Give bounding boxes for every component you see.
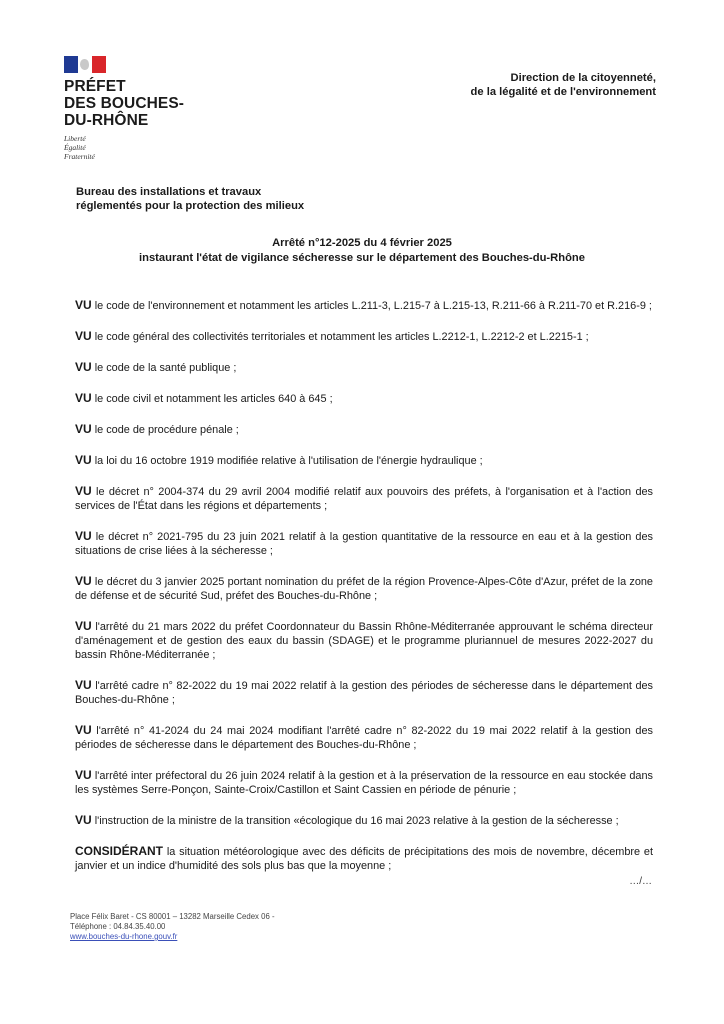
paragraph-keyword: VU: [75, 723, 92, 737]
page-continuation-mark: …/…: [629, 876, 652, 887]
paragraph-text: le décret du 3 janvier 2025 portant nomination du préfet de la région Provence-Alpes-Côte d'Azur, préfet de la zone de défense et de sécurité Sud, préfet des Bouches-du-Rhône ;: [75, 576, 653, 602]
paragraph-text: la situation météorologique avec des déficits de précipitations des mois de novembre, décembre et janvier et un indice d'humidité des sols plus bas que la moyenne ;: [75, 846, 653, 872]
paragraph-keyword: CONSIDÉRANT: [75, 844, 164, 858]
list-item: [75, 329, 653, 344]
list-item: [75, 422, 653, 437]
paragraph-keyword: VU: [75, 529, 92, 543]
paragraph-keyword: VU: [75, 813, 92, 827]
paragraph-text: le code de la santé publique ;: [91, 362, 237, 374]
paragraph-keyword: VU: [75, 298, 92, 312]
paragraph-text: le décret n° 2004-374 du 29 avril 2004 modifié relatif aux pouvoirs des préfets, à l'organisation et à l'action des services de l'État dans les régions et départements ;: [75, 486, 653, 512]
list-item: [75, 768, 653, 797]
list-item: [75, 529, 653, 558]
paragraph-text: le décret n° 2021-795 du 23 juin 2021 relatif à la gestion quantitative de la ressource en eau et à la gestion des situations de crise liées à la sécheresse ;: [75, 531, 653, 557]
paragraph-keyword: VU: [75, 453, 92, 467]
paragraph-keyword: VU: [75, 574, 92, 588]
paragraph-keyword: VU: [75, 768, 92, 782]
paragraph-text: la loi du 16 octobre 1919 modifiée relative à l'utilisation de l'énergie hydraulique ;: [91, 455, 483, 467]
republic-motto: Liberté Égalité Fraternité: [64, 134, 95, 161]
direction-heading: Direction de la citoyenneté, de la légalité et de l'environnement: [470, 72, 656, 98]
list-item: [75, 360, 653, 375]
paragraph-text: le code de l'environnement et notamment les articles L.211-3, L.215-7 à L.215-13, R.211-66 à R.211-70 et R.216-9 ;: [91, 300, 652, 312]
marianne-flag-icon: [64, 56, 106, 73]
paragraph-text: le code général des collectivités territoriales et notamment les articles L.2212-1, L.2212-2 et L.2215-1 ;: [91, 331, 589, 343]
list-item: [75, 453, 653, 468]
paragraph-text: le code civil et notamment les articles 640 à 645 ;: [91, 393, 333, 405]
paragraph-keyword: VU: [75, 391, 92, 405]
footer-phone: Téléphone : 04.84.35.40.00: [70, 922, 166, 931]
paragraph-keyword: VU: [75, 678, 92, 692]
paragraph-text: l'arrêté du 21 mars 2022 du préfet Coordonnateur du Bassin Rhône-Méditerranée approuvant le schéma directeur d'aménagement et de gestion des eaux du bassin (SDAGE) et le programme pluriannuel de mesures 2022-2027 du bassin Rhône-Méditerranée ;: [75, 621, 653, 661]
paragraph-text: l'arrêté cadre n° 82-2022 du 19 mai 2022 relatif à la gestion des périodes de sécheresse dans le département des Bouches-du-Rhône ;: [75, 680, 653, 706]
prefecture-logo: [64, 56, 204, 161]
paragraph-text: l'arrêté n° 41-2024 du 24 mai 2024 modifiant l'arrêté cadre n° 82-2022 du 19 mai 2022 relatif à la gestion des périodes de sécheresse dans le département des Bouches-du-Rhône ;: [75, 725, 653, 751]
paragraph-keyword: VU: [75, 360, 92, 374]
document-body: [75, 298, 653, 889]
list-item: [75, 484, 653, 513]
paragraph-text: le code de procédure pénale ;: [91, 424, 239, 436]
list-item: [75, 723, 653, 752]
paragraph-keyword: VU: [75, 422, 92, 436]
paragraph-text: l'arrêté inter préfectoral du 26 juin 2024 relatif à la gestion et à la préservation de la ressource en eau stockée dans les systèmes Serre-Ponçon, Sainte-Croix/Castillon et Saint Cassien en période de pénurie ;: [75, 770, 653, 796]
paragraph-text: l'instruction de la ministre de la transition «écologique du 16 mai 2023 relative à la gestion de la sécheresse ;: [91, 815, 619, 827]
paragraph-keyword: VU: [75, 329, 92, 343]
arrete-title: Arrêté n°12-2025 du 4 février 2025 instaurant l'état de vigilance sécheresse sur le département des Bouches-du-Rhône: [139, 237, 585, 264]
list-item: [75, 298, 653, 313]
footer-website-link[interactable]: www.bouches-du-rhone.gouv.fr: [70, 932, 178, 941]
footer: [70, 912, 275, 942]
prefet-title: PRÉFET DES BOUCHES- DU-RHÔNE: [64, 78, 185, 129]
list-item: [75, 844, 653, 873]
list-item: [75, 391, 653, 406]
list-item: [75, 574, 653, 603]
list-item: [75, 678, 653, 707]
list-item: [75, 813, 653, 828]
list-item: [75, 619, 653, 662]
paragraph-keyword: VU: [75, 484, 92, 498]
bureau-heading: Bureau des installations et travaux réglementés pour la protection des milieux: [76, 186, 305, 212]
footer-address: Place Félix Baret - CS 80001 – 13282 Marseille Cedex 06 -: [70, 912, 275, 921]
paragraph-keyword: VU: [75, 619, 92, 633]
